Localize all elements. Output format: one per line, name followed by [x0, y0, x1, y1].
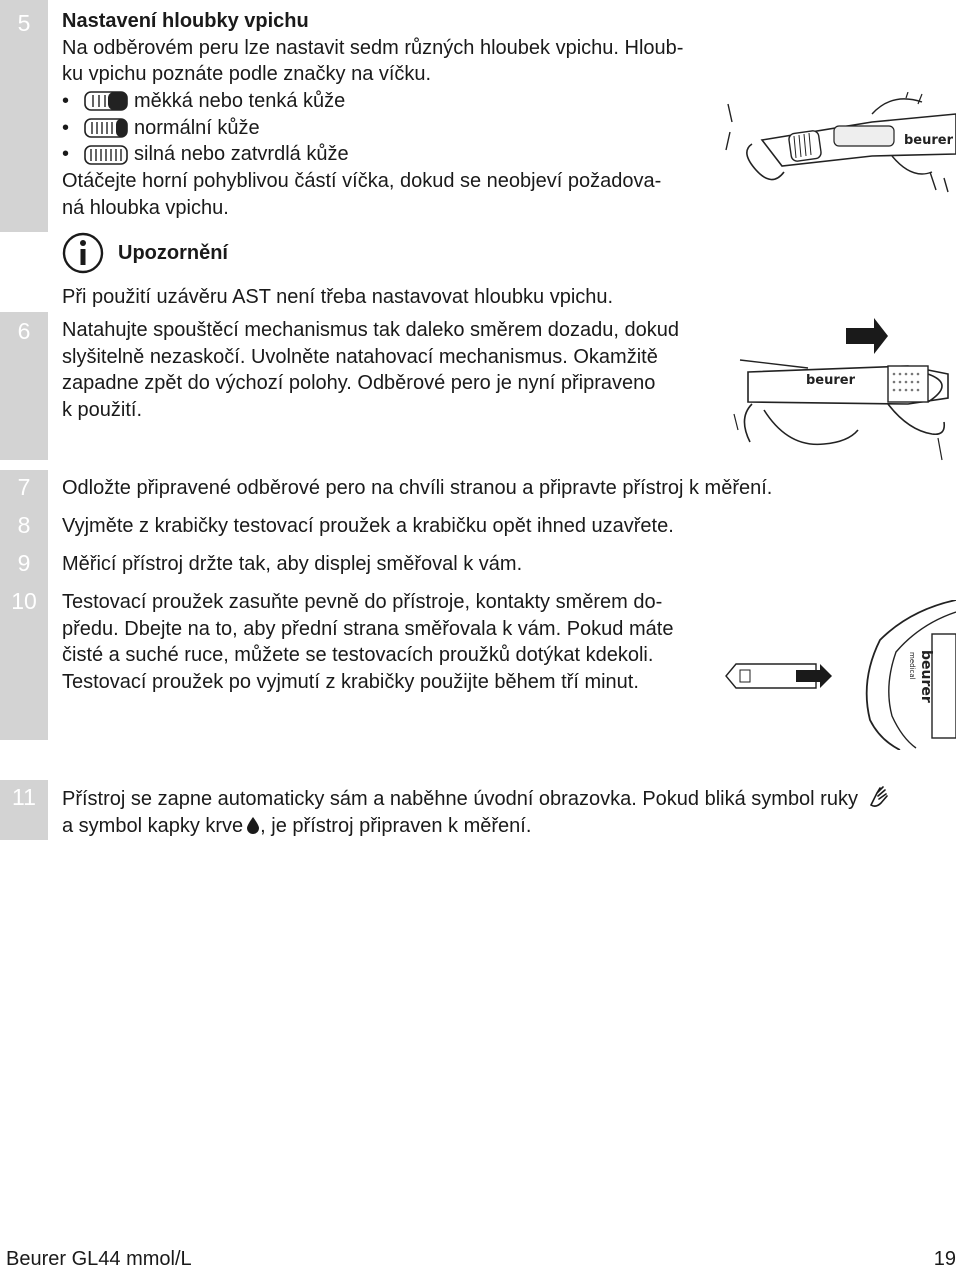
note-header — [62, 232, 228, 274]
step-number-10: 10 — [11, 588, 37, 614]
step-5-after-1: Otáčejte horní pohyblivou částí víčka, dokud se neobjeví požadova- — [62, 170, 662, 193]
step-6-line-4: k použití. — [62, 399, 143, 422]
footer-page-number: 19 — [933, 1248, 956, 1270]
step-11-line-1 — [62, 785, 952, 813]
step-11-block — [62, 785, 952, 839]
step-6-line-2: slyšitelně nezaskočí. Uvolněte natahovací mechanismus. Okamžitě — [62, 345, 658, 368]
note-title: Upozornění — [118, 241, 228, 264]
step-number-9: 9 — [17, 550, 31, 576]
bullet-soft-skin — [62, 88, 722, 115]
depth-marker-medium-icon — [84, 117, 128, 139]
brand-label: beurer — [918, 650, 934, 703]
step-number-5: 5 — [17, 10, 31, 36]
step-6-line-1: Natahujte spouštěcí mechanismus tak daleko směrem dozadu, dokud — [62, 319, 680, 341]
lancing-device-cock-illustration — [728, 318, 956, 464]
brand-label: beurer — [904, 133, 954, 148]
bullet-normal-skin — [62, 115, 722, 142]
step-11-line-2 — [62, 813, 952, 840]
footer-title: Beurer GL44 mmol/L — [6, 1248, 192, 1270]
bullet-thick-skin — [62, 141, 722, 168]
step-7-text: Odložte připravené odběrové pero na chvíli stranou a připravte přístroj k měření. — [62, 477, 773, 499]
step-5-line-2: ku vpichu poznáte podle značky na víčku. — [62, 63, 432, 86]
step-6-line-3: zapadne zpět do výchozí polohy. Odběrové pero je nyní připraveno — [62, 372, 656, 395]
lancing-device-depth-illustration — [722, 92, 956, 202]
step-number-8: 8 — [17, 512, 31, 538]
step-5-block — [62, 8, 722, 222]
blood-drop-icon — [246, 816, 260, 834]
bullet-soft-skin-label: měkká nebo tenká kůže — [134, 90, 346, 113]
bullet-thick-skin-label: silná nebo zatvrdlá kůže — [134, 143, 349, 166]
step-5-after-2: ná hloubka vpichu. — [62, 196, 229, 219]
info-icon — [62, 232, 104, 274]
step-10-line-3: čisté a suché ruce, můžete se testovacích proužků dotýkat kdekoli. — [62, 644, 654, 667]
hand-icon — [868, 785, 890, 809]
step-number-6: 6 — [17, 318, 31, 344]
bullet-dot: • — [62, 90, 70, 113]
step-6-block — [62, 317, 742, 424]
arrow-right-icon — [846, 318, 888, 354]
step-8-text: Vyjměte z krabičky testovací proužek a krabičku opět ihned uzavřete. — [62, 515, 674, 537]
bullet-normal-skin-label: normální kůže — [134, 116, 260, 139]
step-11-line-2b: , je přístroj připraven k měření. — [260, 814, 532, 837]
step-11-line-1-text: Přístroj se zapne automaticky sám a naběhne úvodní obrazovka. Pokud bliká symbol ruky — [62, 788, 858, 810]
step-10-line-4: Testovací proužek po vyjmutí z krabičky použijte během tří minut. — [62, 671, 639, 694]
brand-sub-label: medical — [908, 652, 916, 680]
depth-marker-large-icon — [84, 144, 128, 166]
step-number-11: 11 — [12, 784, 36, 810]
step-5-title: Nastavení hloubky vpichu — [62, 10, 309, 32]
depth-marker-small-icon — [84, 90, 128, 112]
step-5-line-1: Na odběrovém peru lze nastavit sedm různých hloubek vpichu. Hloub- — [62, 36, 684, 59]
step-10-line-1: Testovací proužek zasuňte pevně do přístroje, kontakty směrem do- — [62, 591, 663, 613]
note-text: Při použití uzávěru AST není třeba nastavovat hloubku vpichu. — [62, 286, 614, 308]
bullet-dot: • — [62, 116, 70, 139]
bullet-dot: • — [62, 143, 70, 166]
brand-label: beurer — [806, 373, 856, 388]
step-9-text: Měřicí přístroj držte tak, aby displej směřoval k vám. — [62, 553, 523, 575]
step-number-7: 7 — [17, 474, 31, 500]
meter-strip-insert-illustration — [720, 600, 956, 750]
step-10-line-2: předu. Dbejte na to, aby přední strana směřovala k vám. Pokud máte — [62, 617, 674, 640]
step-10-block — [62, 589, 742, 696]
step-11-line-2a: a symbol kapky krve — [62, 814, 244, 837]
